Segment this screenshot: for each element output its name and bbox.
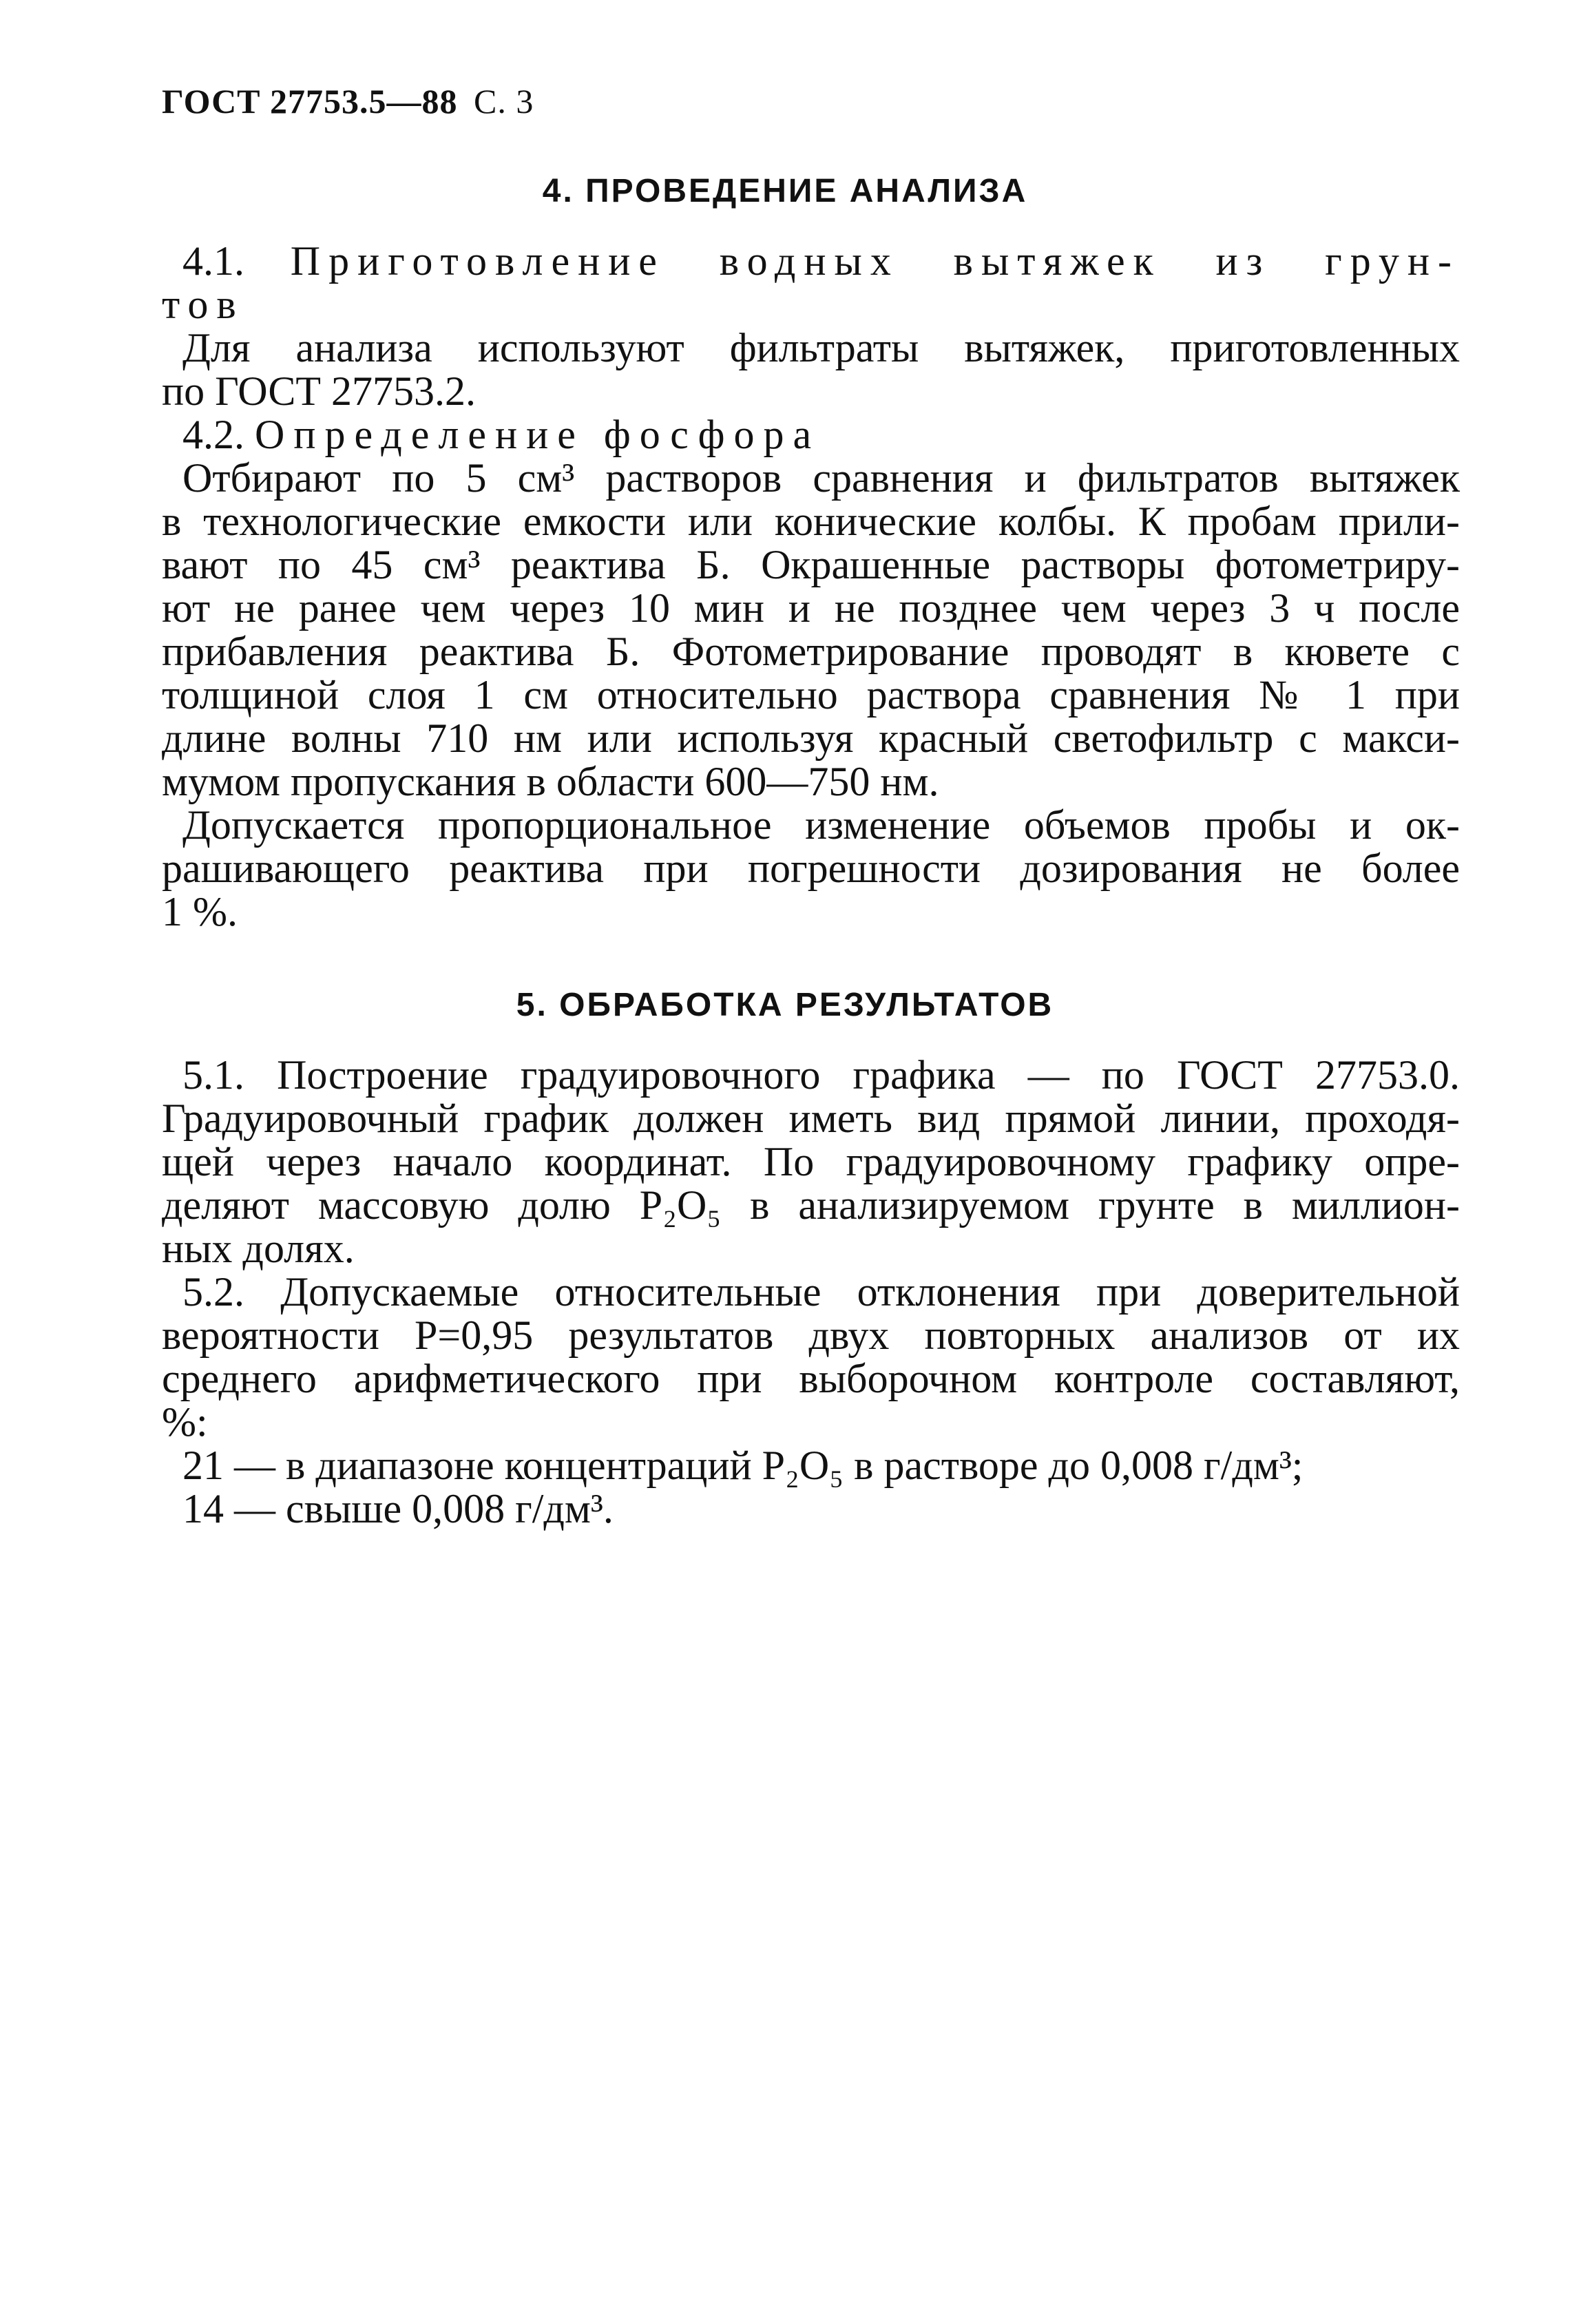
p41-text-line2: по ГОСТ 27753.2. [162, 368, 477, 414]
section-4-title: 4. ПРОВЕДЕНИЕ АНАЛИЗА [542, 173, 1028, 209]
page-number: С. 3 [474, 82, 534, 121]
section-5-title: 5. ОБРАБОТКА РЕЗУЛЬТАТОВ [516, 987, 1054, 1023]
p42-line: в технологические емкости или конические колбы. К пробам прили- [162, 499, 1460, 544]
p51-line: щей через начало координат. По градуировочному графику опре- [162, 1139, 1460, 1184]
p42-line: длине волны 710 нм или используя красный светофильтр с макси- [162, 715, 1460, 761]
page-header [162, 81, 534, 121]
p42-line: мумом пропускания в области 600—750 нм. [162, 759, 939, 804]
p42-line: вают по 45 см³ реактива Б. Окрашенные растворы фотометриру- [162, 542, 1460, 587]
p51-line: деляют массовую долю P₂O₅ в анализируемом грунте в миллион- [162, 1182, 1460, 1228]
p52-line: среднего арифметического при выборочном контроле составляют, [162, 1356, 1460, 1401]
p42-heading: 4.2. Определение фосфора [182, 412, 821, 457]
p41-heading-line2: тов [162, 282, 244, 327]
section-5-body [162, 1052, 1460, 1531]
p52-line: 5.2. Допускаемые относительные отклонения при доверительной [182, 1269, 1460, 1315]
p41-text-line1: Для анализа используют фильтраты вытяжек, приготовленных [182, 325, 1460, 370]
p42-note-line: 1 %. [162, 889, 238, 934]
p42-line: прибавления реактива Б. Фотометрирование проводят в кювете с [162, 629, 1460, 674]
p42-line: ют не ранее чем через 10 мин и не позднее чем через 3 ч после [162, 585, 1460, 631]
p51-line: 5.1. Построение градуировочного графика — по ГОСТ 27753.0. [182, 1052, 1460, 1098]
tolerance-item: 14 — свыше 0,008 г/дм³. [182, 1486, 614, 1531]
p42-note-line: рашивающего реактива при погрешности дозирования не более [162, 846, 1460, 891]
p42-line: толщиной слоя 1 см относительно раствора сравнения № 1 при [162, 672, 1460, 718]
p41-heading-line1: 4.1. Приготовление водных вытяжек из грун- [182, 238, 1460, 284]
p42-note-line: Допускается пропорциональное изменение объемов пробы и ок- [182, 802, 1460, 848]
p42-line: Отбирают по 5 см³ растворов сравнения и фильтратов вытяжек [182, 455, 1460, 501]
p51-line: Градуировочный график должен иметь вид прямой линии, проходя- [162, 1096, 1460, 1141]
p52-line: вероятности P=0,95 результатов двух повторных анализов от их [162, 1312, 1460, 1358]
p51-line: ных долях. [162, 1226, 355, 1271]
tolerance-item: 21 — в диапазоне концентраций P₂O₅ в растворе до 0,008 г/дм³; [182, 1443, 1304, 1488]
section-4-body [162, 238, 1460, 934]
doc-code: ГОСТ 27753.5—88 [162, 82, 458, 121]
p52-line: %: [162, 1399, 208, 1445]
